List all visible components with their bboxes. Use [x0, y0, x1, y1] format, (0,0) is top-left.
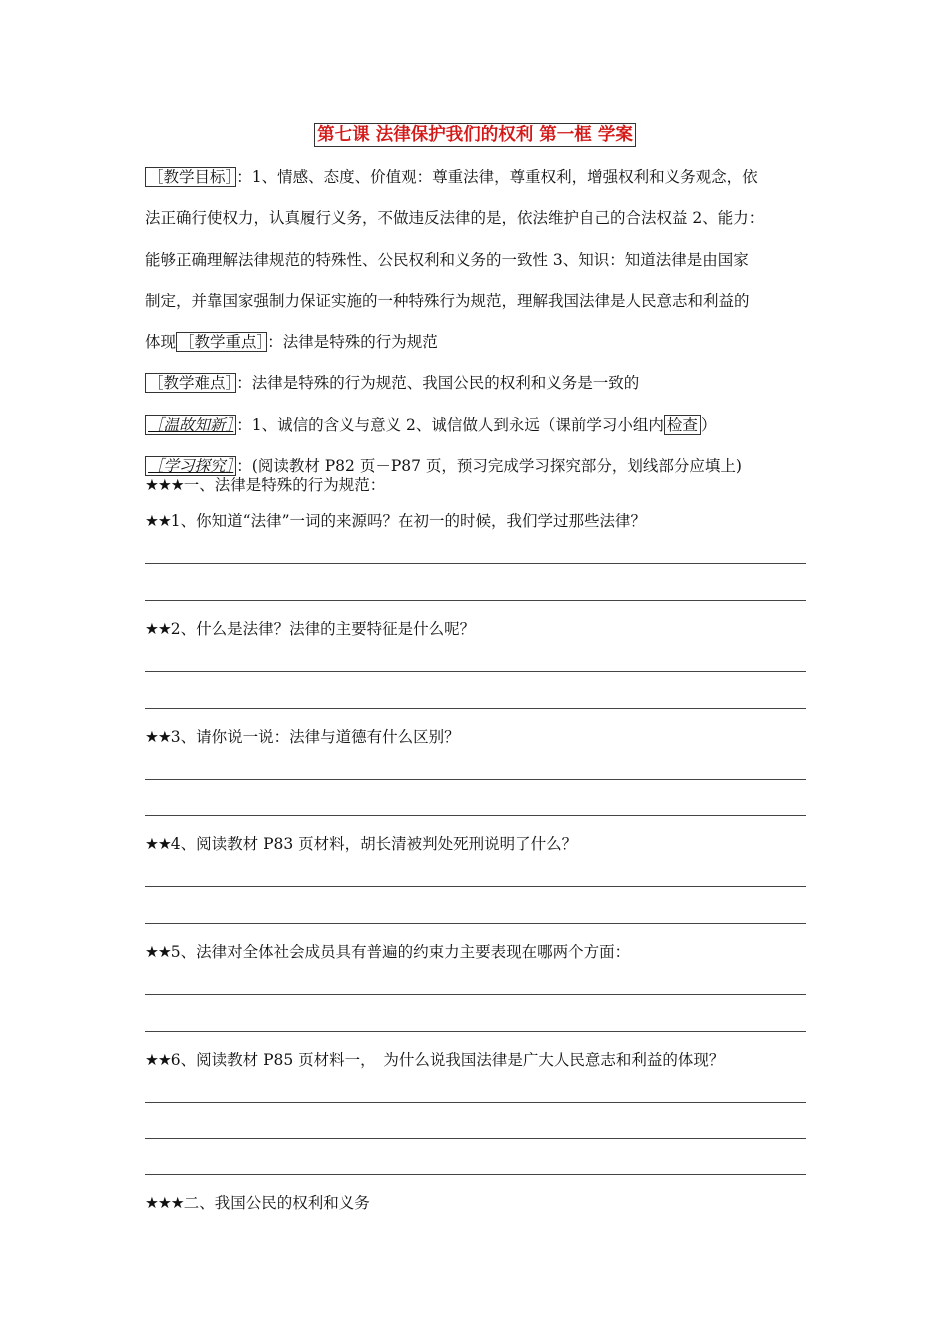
document-title: 第七课 法律保护我们的权利 第一框 学案	[314, 123, 636, 147]
answer-line	[145, 600, 806, 601]
key-point-label: ［教学重点］	[176, 332, 267, 352]
review-label: ［温故知新］	[145, 415, 236, 435]
answer-line	[145, 1138, 806, 1139]
review-line	[145, 405, 810, 446]
objectives-line-1	[145, 157, 810, 198]
section-2-heading	[145, 1191, 810, 1215]
question-3	[145, 725, 810, 749]
question-text: 5、法律对全体社会成员具有普遍的约束力主要表现在哪两个方面：	[170, 943, 631, 961]
answer-line	[145, 994, 806, 995]
question-6	[145, 1048, 810, 1072]
answer-line	[145, 1102, 806, 1103]
section-1-text: 一、法律是特殊的行为规范：	[183, 476, 386, 494]
question-5	[145, 940, 810, 964]
explore-label: ［学习探究］	[145, 456, 236, 476]
answer-line	[145, 563, 806, 564]
difficulty-text: ：法律是特殊的行为规范、我国公民的权利和义务是一致的	[236, 374, 640, 393]
objectives-line-2: 法正确行使权力，认真履行义务，不做违反法律的是，依法维护自己的合法权益 2、能力：	[145, 209, 765, 228]
star-rating: ★★	[145, 728, 171, 746]
answer-line	[145, 708, 806, 709]
question-2	[145, 617, 810, 641]
question-1	[145, 509, 810, 533]
answer-line	[145, 1174, 806, 1175]
answer-line	[145, 886, 806, 887]
intro-block	[145, 157, 810, 487]
section-1-heading	[145, 473, 810, 497]
objectives-last-prefix: 体现	[145, 333, 177, 352]
answer-line	[145, 779, 806, 780]
star-rating: ★★★	[145, 1194, 184, 1212]
objectives-line-3: 能够正确理解法律规范的特殊性、公民权利和义务的一致性 3、知识：知道法律是由国家	[145, 250, 749, 269]
star-rating: ★★★	[145, 476, 184, 494]
objectives-label: ［教学目标］	[145, 167, 236, 187]
title-wrap	[0, 123, 950, 147]
explore-text: ：(阅读教材 P82 页－P87 页，预习完成学习探究部分，划线部分应填上)	[236, 457, 742, 476]
answer-line	[145, 671, 806, 672]
star-rating: ★★	[145, 835, 171, 853]
key-point-text: ：法律是特殊的行为规范	[267, 333, 438, 352]
review-end: ）	[700, 415, 717, 434]
answer-line	[145, 1031, 806, 1032]
question-text: 1、你知道“法律”一词的来源吗？在初一的时候，我们学过那些法律？	[170, 512, 647, 530]
star-rating: ★★	[145, 943, 171, 961]
review-text: ：1、诚信的含义与意义 2、诚信做人到永远（课前学习小组内	[236, 415, 664, 434]
key-point-line	[145, 322, 810, 363]
objectives-text-1: ：1、情感、态度、价值观：尊重法律，尊重权利，增强权利和义务观念，依	[236, 168, 758, 186]
review-check: 检查	[664, 415, 701, 435]
question-text: 6、阅读教材 P85 页材料一， 为什么说我国法律是广大人民意志和利益的体现？	[170, 1051, 725, 1069]
question-text: 4、阅读教材 P83 页材料，胡长清被判处死刑说明了什么？	[170, 835, 578, 853]
section-2-text: 二、我国公民的权利和义务	[183, 1194, 370, 1212]
question-text: 3、请你说一说：法律与道德有什么区别？	[170, 728, 460, 746]
star-rating: ★★	[145, 620, 171, 638]
star-rating: ★★	[145, 1051, 171, 1069]
objectives-line-4: 制定，并靠国家强制力保证实施的一种特殊行为规范，理解我国法律是人民意志和利益的	[145, 291, 750, 310]
question-text: 2、什么是法律？法律的主要特征是什么呢？	[170, 620, 476, 638]
difficulty-label: ［教学难点］	[145, 373, 236, 393]
star-rating: ★★	[145, 512, 171, 530]
answer-line	[145, 923, 806, 924]
difficulty-line	[145, 363, 810, 404]
question-4	[145, 832, 810, 856]
answer-line	[145, 815, 806, 816]
